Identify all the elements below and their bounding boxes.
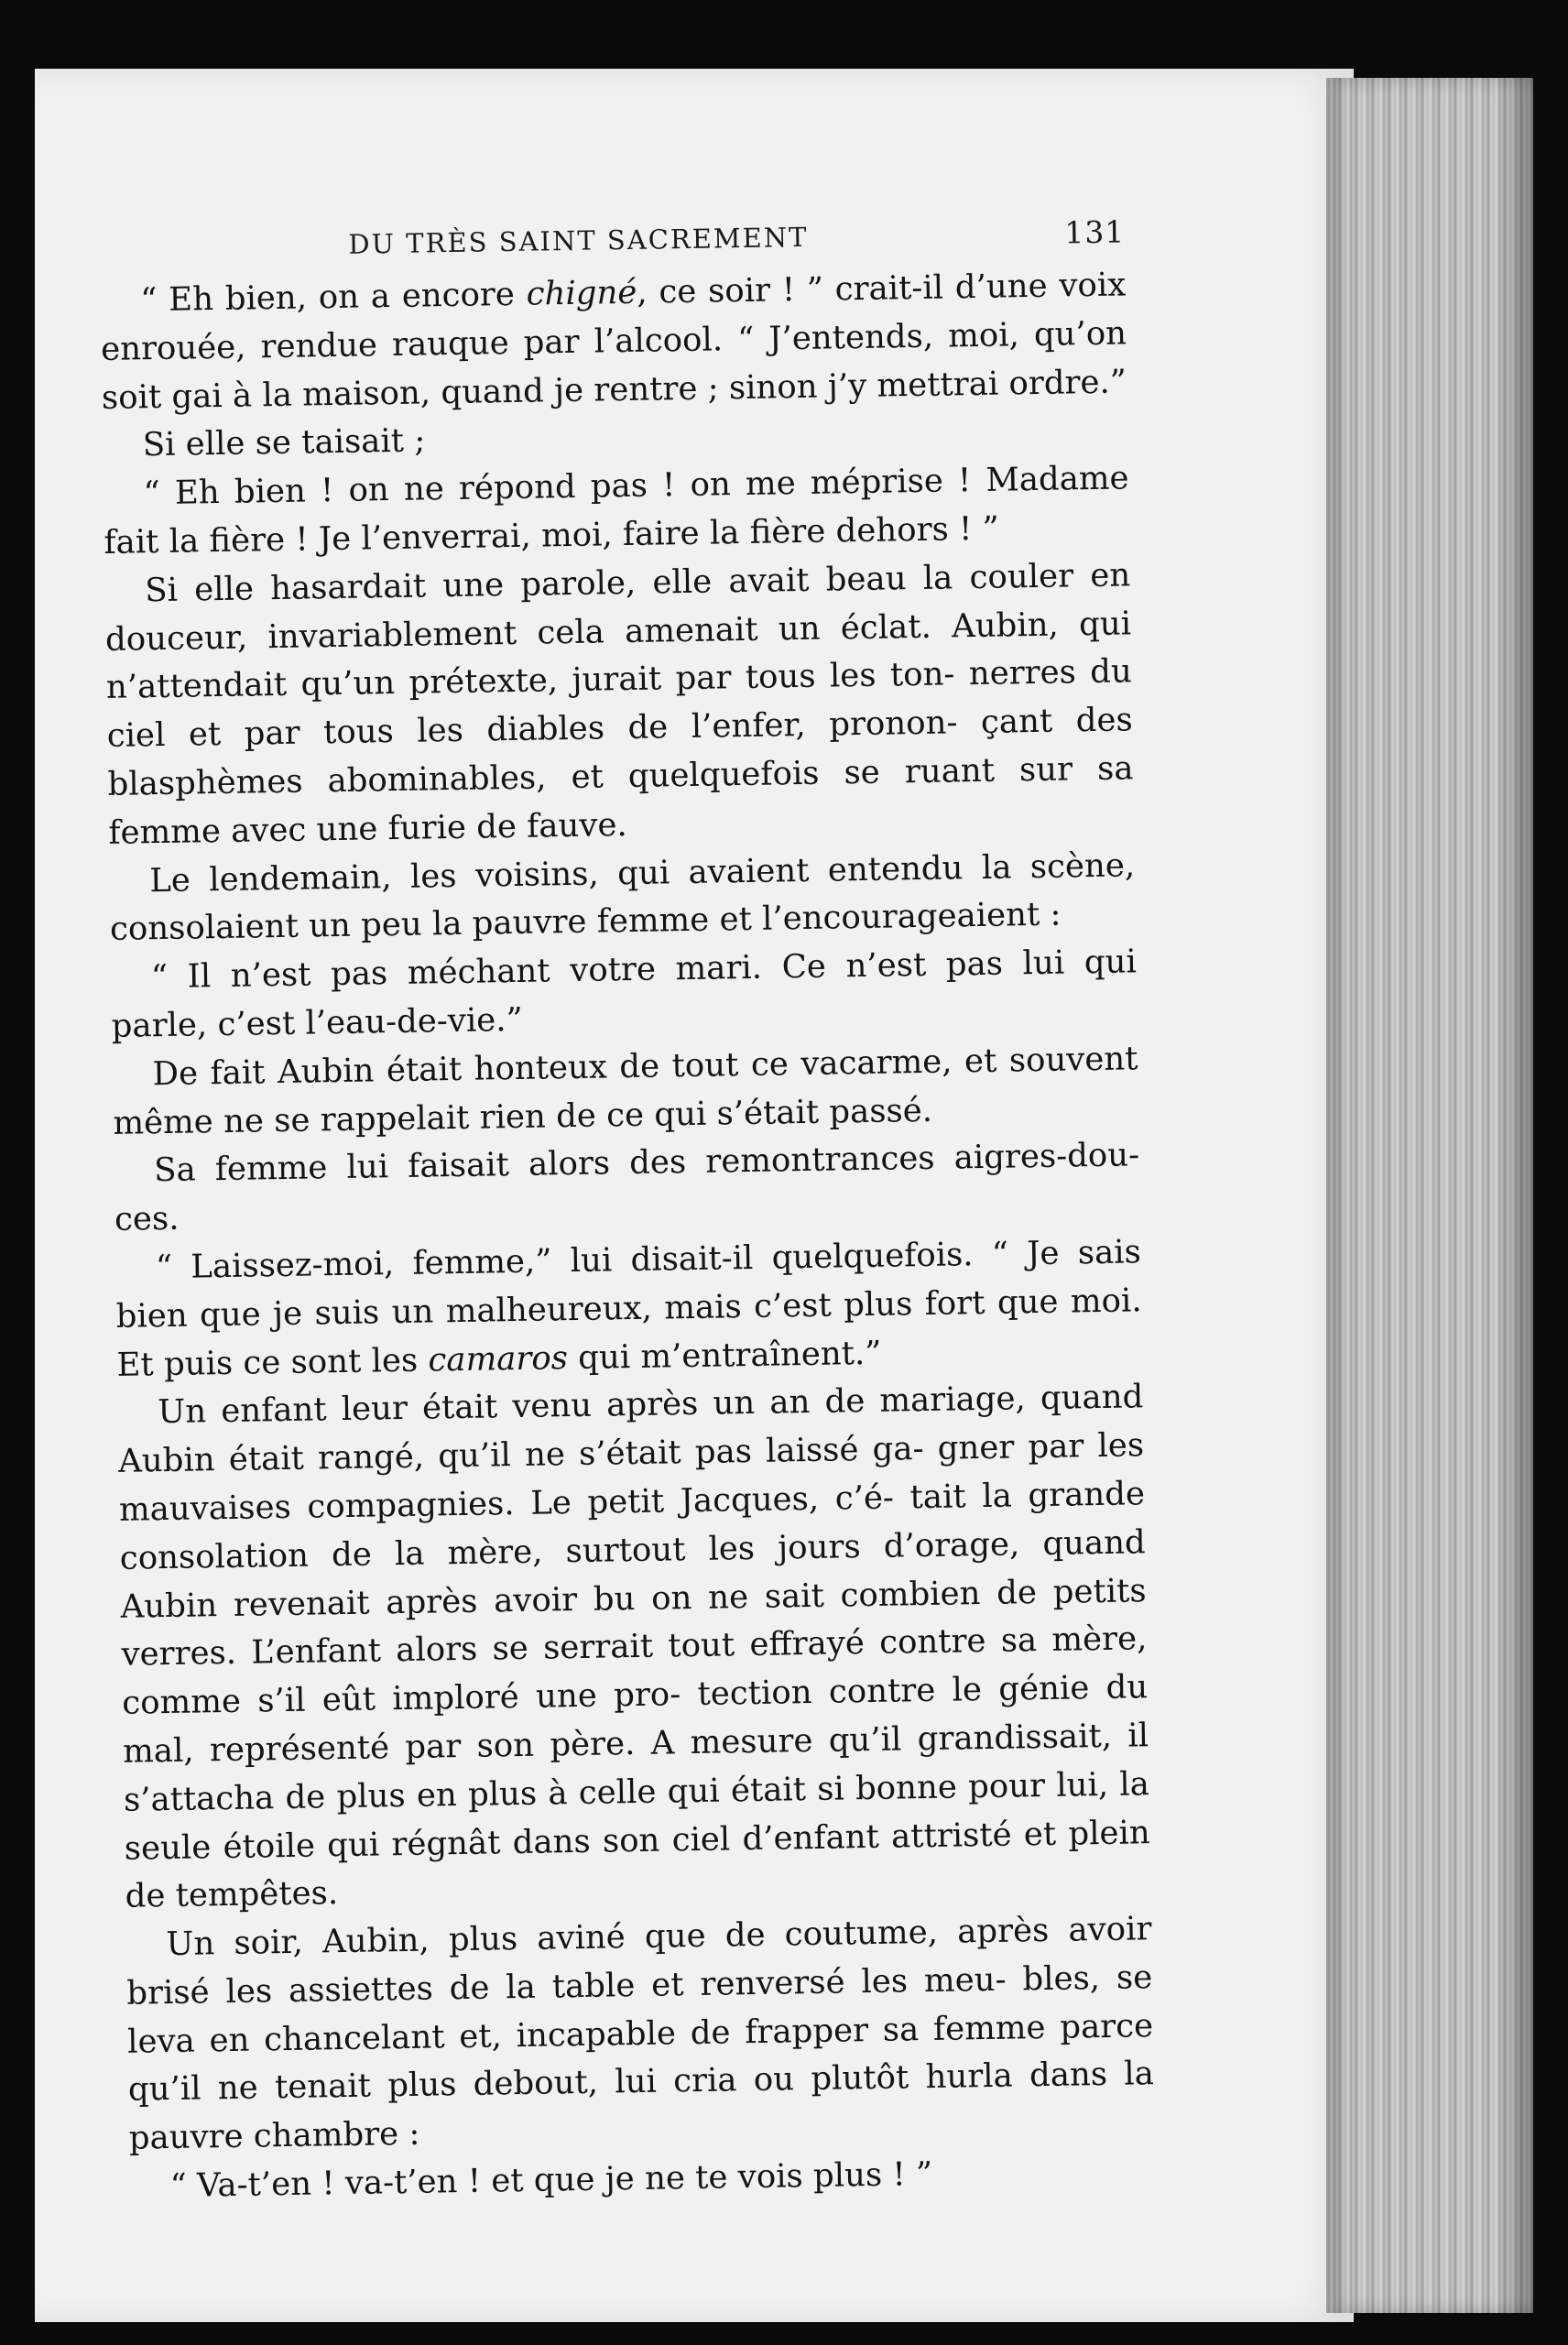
text-run: “ Il n’est pas méchant votre mari. Ce n’est pas lui qui parle, c’est l’eau-de-vie.”	[111, 943, 1138, 1045]
text-run: Sa femme lui faisait alors des remontrances aigres-dou- ces.	[114, 1136, 1140, 1239]
text-run: Si elle se taisait ;	[142, 421, 426, 464]
paragraph	[100, 261, 1127, 422]
text-run: Si elle hasardait une parole, elle avait beau la couler en douceur, invariablement cela amenait un éclat. Aubin, qui n’attendait qu’un prétexte, jurait par tous les ton- nerres du ciel et par tous les diables de l’enfer, pronon- çant des blasphèmes abominables, et quelquefois se ruant sur sa femme avec une furie de fauve.	[104, 556, 1134, 852]
text-run: qui m’entraînent.”	[567, 1334, 882, 1377]
paragraph	[114, 1132, 1141, 1245]
paragraph	[104, 551, 1135, 857]
paragraph	[112, 1035, 1139, 1148]
running-title: DU TRÈS SAINT SACREMENT	[348, 221, 809, 260]
body-text	[100, 261, 1156, 2211]
paragraph	[103, 455, 1130, 568]
text-run: , ce soir ! ” crait-il d’une voix enrouée, rendue rauque par l’alcool. “ J’entends, moi, qu’on soit gai à la maison, quand je rentre ; sinon j’y mettrai ordre.”	[100, 266, 1127, 417]
page-number: 131	[1063, 213, 1126, 251]
paragraph	[114, 1228, 1142, 1390]
page-edges	[1326, 78, 1533, 2313]
text-run: Un soir, Aubin, plus aviné que de coutume, après avoir brisé les assiettes de la table et renversé les meu- bles, se leva en chancelant et, incapable de frapper sa femme parce qu’il ne tenait plus debout, lui cria ou plutôt hurla dans la pauvre chambre :	[126, 1910, 1155, 2158]
paragraph	[117, 1374, 1151, 1922]
italic-text: chigné	[526, 273, 637, 313]
text-run: “ Va-t’en ! va-t’en ! et que je ne te vois plus ! ”	[169, 2155, 933, 2206]
text-run: De fait Aubin était honteux de tout ce vacarme, et souvent même ne se rappelait rien de ce qui s’était passé.	[113, 1040, 1138, 1142]
paragraph	[109, 842, 1137, 954]
italic-text: camaros	[428, 1338, 569, 1380]
paragraph	[111, 938, 1138, 1051]
paragraph	[125, 1905, 1155, 2164]
text-run: “ Laissez-moi, femme,” lui disait-il quelquefois. “ Je sais bien que je suis un malheureux, mais c’est plus fort que moi. Et puis ce sont les	[115, 1233, 1142, 1384]
text-run: Un enfant leur était venu après un an de mariage, quand Aubin était rangé, qu’il ne s’était pas laissé ga- gner par les mauvaises compagnies. Le petit Jacques, c’é- tait la grande consolation de la mère, surtout les jours d’orage, quand Aubin revenait après avoir bu on ne sait combien de petits verres. L’enfant alors se serrait tout effrayé contre sa mère, comme s’il eût imploré une pro- tection contre le génie du mal, représenté par son père. A mesure qu’il grandissait, il s’attacha de plus en plus à celle qui était si bonne pour lui, la seule étoile qui régnât dans son ciel d’enfant attristé et plein de tempêtes.	[117, 1378, 1151, 1916]
text-block	[99, 208, 1156, 2211]
text-run: Le lendemain, les voisins, qui avaient entendu la scène, consolaient un peu la pauvre femme et l’encourageaient :	[109, 845, 1136, 949]
text-run: “ Eh bien ! on ne répond pas ! on me méprise ! Madame fait la fière ! Je l’enverrai, moi, faire la fière dehors ! ”	[103, 459, 1129, 562]
text-run: “ Eh bien, on a encore	[139, 275, 527, 320]
